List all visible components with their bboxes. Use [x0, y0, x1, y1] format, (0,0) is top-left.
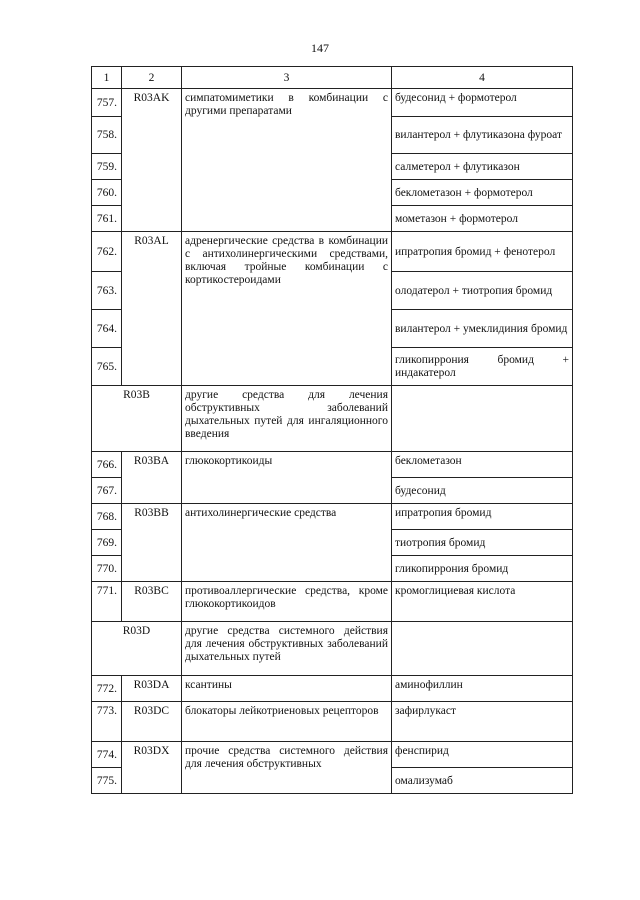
- column-header: 1: [92, 67, 122, 89]
- table-row: [92, 676, 573, 702]
- row-number: 762.: [92, 232, 122, 272]
- group-description: симпатомиметики в комбинации с другими препаратами: [182, 89, 392, 232]
- table-row: [92, 504, 573, 530]
- drug-name: фенспирид: [392, 742, 573, 768]
- row-number: 767.: [92, 478, 122, 504]
- row-number: 768.: [92, 504, 122, 530]
- drug-name: беклометазон: [392, 452, 573, 478]
- group-description: ксантины: [182, 676, 392, 702]
- group-description: адренергические средства в комбинации с антихолинергическими средствами, включая тройные комбинации с кортикостероидами: [182, 232, 392, 386]
- atc-code: R03DA: [122, 676, 182, 702]
- atc-code: R03AL: [122, 232, 182, 386]
- table-row: [92, 582, 573, 622]
- atc-code: R03B: [92, 386, 182, 452]
- table-row: [92, 89, 573, 117]
- group-description: антихолинергические средства: [182, 504, 392, 582]
- drug-name: ипратропия бромид: [392, 504, 573, 530]
- table-row: [92, 622, 573, 676]
- drug-name: олодатерол + тиотропия бромид: [392, 272, 573, 310]
- table-row: [92, 452, 573, 478]
- row-number: 765.: [92, 348, 122, 386]
- row-number: 775.: [92, 768, 122, 794]
- group-description: другие средства для лечения обструктивных заболеваний дыхательных путей для ингаляционного введения: [182, 386, 392, 452]
- drug-name: вилантерол + флутиказона фуроат: [392, 117, 573, 154]
- atc-code: R03BB: [122, 504, 182, 582]
- table-row: [92, 386, 573, 452]
- drug-name: салметерол + флутиказон: [392, 154, 573, 180]
- drug-name: будесонид: [392, 478, 573, 504]
- group-description: прочие средства системного действия для лечения обструктивных: [182, 742, 392, 794]
- row-number: 770.: [92, 556, 122, 582]
- row-number: 772.: [92, 676, 122, 702]
- group-description: противоаллергические средства, кроме глюкокортикоидов: [182, 582, 392, 622]
- drug-classification-table: [91, 66, 573, 794]
- drug-name: мометазон + формотерол: [392, 206, 573, 232]
- drug-name: ипратропия бромид + фенотерол: [392, 232, 573, 272]
- group-description: блокаторы лейкотриеновых рецепторов: [182, 702, 392, 742]
- drug-name: вилантерол + умеклидиния бромид: [392, 310, 573, 348]
- row-number: 771.: [92, 582, 122, 622]
- row-number: 757.: [92, 89, 122, 117]
- row-number: 758.: [92, 117, 122, 154]
- column-header: 4: [392, 67, 573, 89]
- atc-code: R03BA: [122, 452, 182, 504]
- atc-code: R03DC: [122, 702, 182, 742]
- row-number: 766.: [92, 452, 122, 478]
- row-number: 773.: [92, 702, 122, 742]
- row-number: 760.: [92, 180, 122, 206]
- drug-name: зафирлукаст: [392, 702, 573, 742]
- table-row: [92, 232, 573, 272]
- atc-code: R03D: [92, 622, 182, 676]
- atc-code: R03DX: [122, 742, 182, 794]
- row-number: 769.: [92, 530, 122, 556]
- empty-cell: [392, 386, 573, 452]
- atc-code: R03AK: [122, 89, 182, 232]
- header-row: [92, 67, 573, 89]
- group-description: другие средства системного действия для лечения обструктивных заболеваний дыхательных путей: [182, 622, 392, 676]
- atc-code: R03BC: [122, 582, 182, 622]
- page-number: 147: [311, 41, 329, 55]
- row-number: 774.: [92, 742, 122, 768]
- column-header: 2: [122, 67, 182, 89]
- drug-name: гликопиррония бромид + индакатерол: [392, 348, 573, 386]
- drug-name: кромоглициевая кислота: [392, 582, 573, 622]
- drug-name: гликопиррония бромид: [392, 556, 573, 582]
- drug-name: аминофиллин: [392, 676, 573, 702]
- drug-name: будесонид + формотерол: [392, 89, 573, 117]
- table-row: [92, 742, 573, 768]
- table-row: [92, 702, 573, 742]
- drug-name: омализумаб: [392, 768, 573, 794]
- group-description: глюкокортикоиды: [182, 452, 392, 504]
- row-number: 759.: [92, 154, 122, 180]
- row-number: 764.: [92, 310, 122, 348]
- empty-cell: [392, 622, 573, 676]
- drug-name: беклометазон + формотерол: [392, 180, 573, 206]
- row-number: 763.: [92, 272, 122, 310]
- column-header: 3: [182, 67, 392, 89]
- row-number: 761.: [92, 206, 122, 232]
- drug-name: тиотропия бромид: [392, 530, 573, 556]
